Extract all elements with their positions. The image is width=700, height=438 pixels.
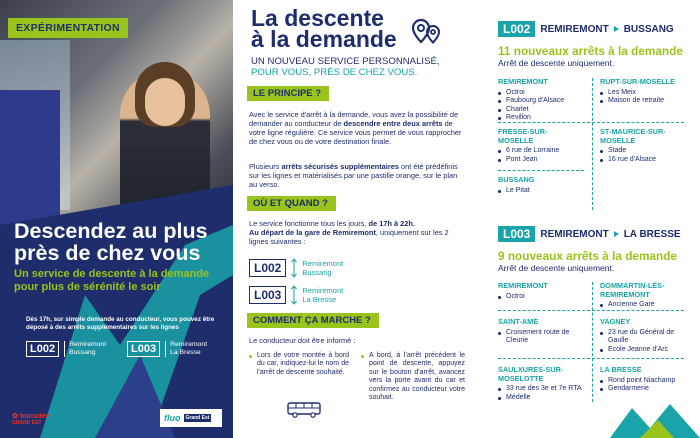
page-title: La descente à la demande [251, 5, 397, 52]
line-names: Remiremont Bussang [302, 259, 344, 277]
wave-mark [610, 400, 700, 438]
cover-headline: Descendez au plus près de chez vous [14, 219, 208, 265]
stop-group: ST-MAURICE-SUR-MOSELLE Stade 16 rue d'Alsace [600, 128, 676, 164]
fluo-logo: fluo Grand Est [160, 409, 222, 427]
line-code: L002 [498, 21, 535, 37]
l003-count: 9 nouveaux arrêts à la demande [498, 249, 677, 263]
line-names: Remiremont La Bresse [165, 341, 207, 357]
heading-principe: LE PRINCIPE ? [247, 86, 329, 101]
stops-panel [480, 0, 700, 438]
arrow-up-down-icon [290, 284, 298, 306]
arrow-up-down-icon [290, 257, 298, 279]
schedule-paragraph: Le service fonctionne tous les jours, de 17h à 22h. Au départ de la gare de Remiremont, uniquement sur les 2 lignes suivantes : [249, 219, 449, 246]
cover-small-text: Dès 17h, sur simple demande au conducteur, vous pouvez être déposé à des arrêts supplémentaires sur les lignes [26, 316, 215, 331]
stop-group: REMIREMONT Octroi [498, 282, 594, 301]
stop-group: BUSSANG Le Pitat [498, 176, 594, 195]
location-pin-icon [409, 16, 443, 50]
line-code: L003 [127, 341, 160, 357]
heading-ou-quand: OÙ ET QUAND ? [247, 196, 336, 211]
cover-panel [0, 0, 233, 438]
heading-comment: COMMENT ÇA MARCHE ? [247, 313, 379, 328]
how-intro: Le conducteur doit être informé : [249, 336, 356, 345]
line-code: L002 [249, 259, 286, 277]
intro-text: UN NOUVEAU SERVICE PERSONNALISÉ, POUR VOUS, PRÈS DE CHEZ VOUS. [251, 56, 440, 78]
stop-group: RUPT-SUR-MOSELLE Les Meix Maison de retraite [600, 78, 696, 106]
line-code: L002 [26, 341, 59, 357]
stop-group: SAINT-AMÉ Croisement route de Cleurie [498, 318, 578, 346]
principle-paragraph-1: Avec le service d'arrêt à la demande, vous avez la possibilité de demander au conducteur de descendre entre deux arrêts de votre ligne régulière. Ce service vous permet de vous rapprocher de chez vous ou de votre destination finale. [249, 110, 462, 146]
l003-header: L003 REMIREMONT LA BRESSE [498, 226, 681, 242]
cover-line-l002 [26, 341, 106, 357]
line-names: Remiremont Bussang [64, 341, 106, 357]
arrow-right-icon [614, 231, 619, 237]
step-1: Lors de votre montée à bord du car, indiquez-lui le nom de l'arrêt de descente souhaité. [249, 352, 349, 377]
line-l003 [249, 284, 343, 306]
stop-group: REMIREMONT Octroi Faubourg d'Alsace Charlet Revillon [498, 78, 594, 123]
l002-header: L002 REMIREMONT BUSSANG [498, 21, 674, 37]
principle-paragraph-2: Plusieurs arrêts sécurisés supplémentaires ont été prédéfinis sur les lignes et matérialisés par une pastille orange, sur le plan au verso. [249, 162, 458, 189]
stop-group: DOMMARTIN-LÈS-REMIREMONT Ancienne Gare [600, 282, 696, 310]
info-panel [233, 0, 480, 438]
cover-line-l003 [127, 341, 207, 357]
stop-group: FRESSE-SUR-MOSELLE 6 rue de Lorraine Pont Jean [498, 128, 578, 164]
line-names: Remiremont La Bresse [302, 286, 344, 304]
stop-group: SAULXURES-SUR-MOSELOTTE 33 rue des 3e et 7e RTA Médelle [498, 366, 590, 402]
line-l002 [249, 257, 343, 279]
experimentation-tag: EXPÉRIMENTATION [8, 18, 128, 38]
line-code: L003 [498, 226, 535, 242]
bus-icon [287, 402, 321, 418]
l002-count: 11 nouveaux arrêts à la demande [498, 44, 683, 58]
line-code: L003 [249, 286, 286, 304]
l002-desc: Arrêt de descente uniquement. [498, 58, 615, 68]
arrow-right-icon [614, 26, 619, 32]
stop-group: LA BRESSE Rond point Niachamp Gendarmerie [600, 366, 692, 394]
cover-subline: Un service de descente à la demande pour plus de sérénité le soir [14, 268, 210, 293]
step-2: A bord, à l'arrêt précédent le point de descente, appuyez sur le bouton d'arrêt, avancez vers la porte avant du car et confirmez au conducteur votre souhait. [361, 352, 465, 402]
l003-desc: Arrêt de descente uniquement. [498, 263, 615, 273]
transdev-logo: ✿ transdev GRAND EST [12, 413, 50, 426]
stop-group: VAGNEY 23 rue du Général de Gaulle Ecole Jeanne d'Arc [600, 318, 680, 354]
